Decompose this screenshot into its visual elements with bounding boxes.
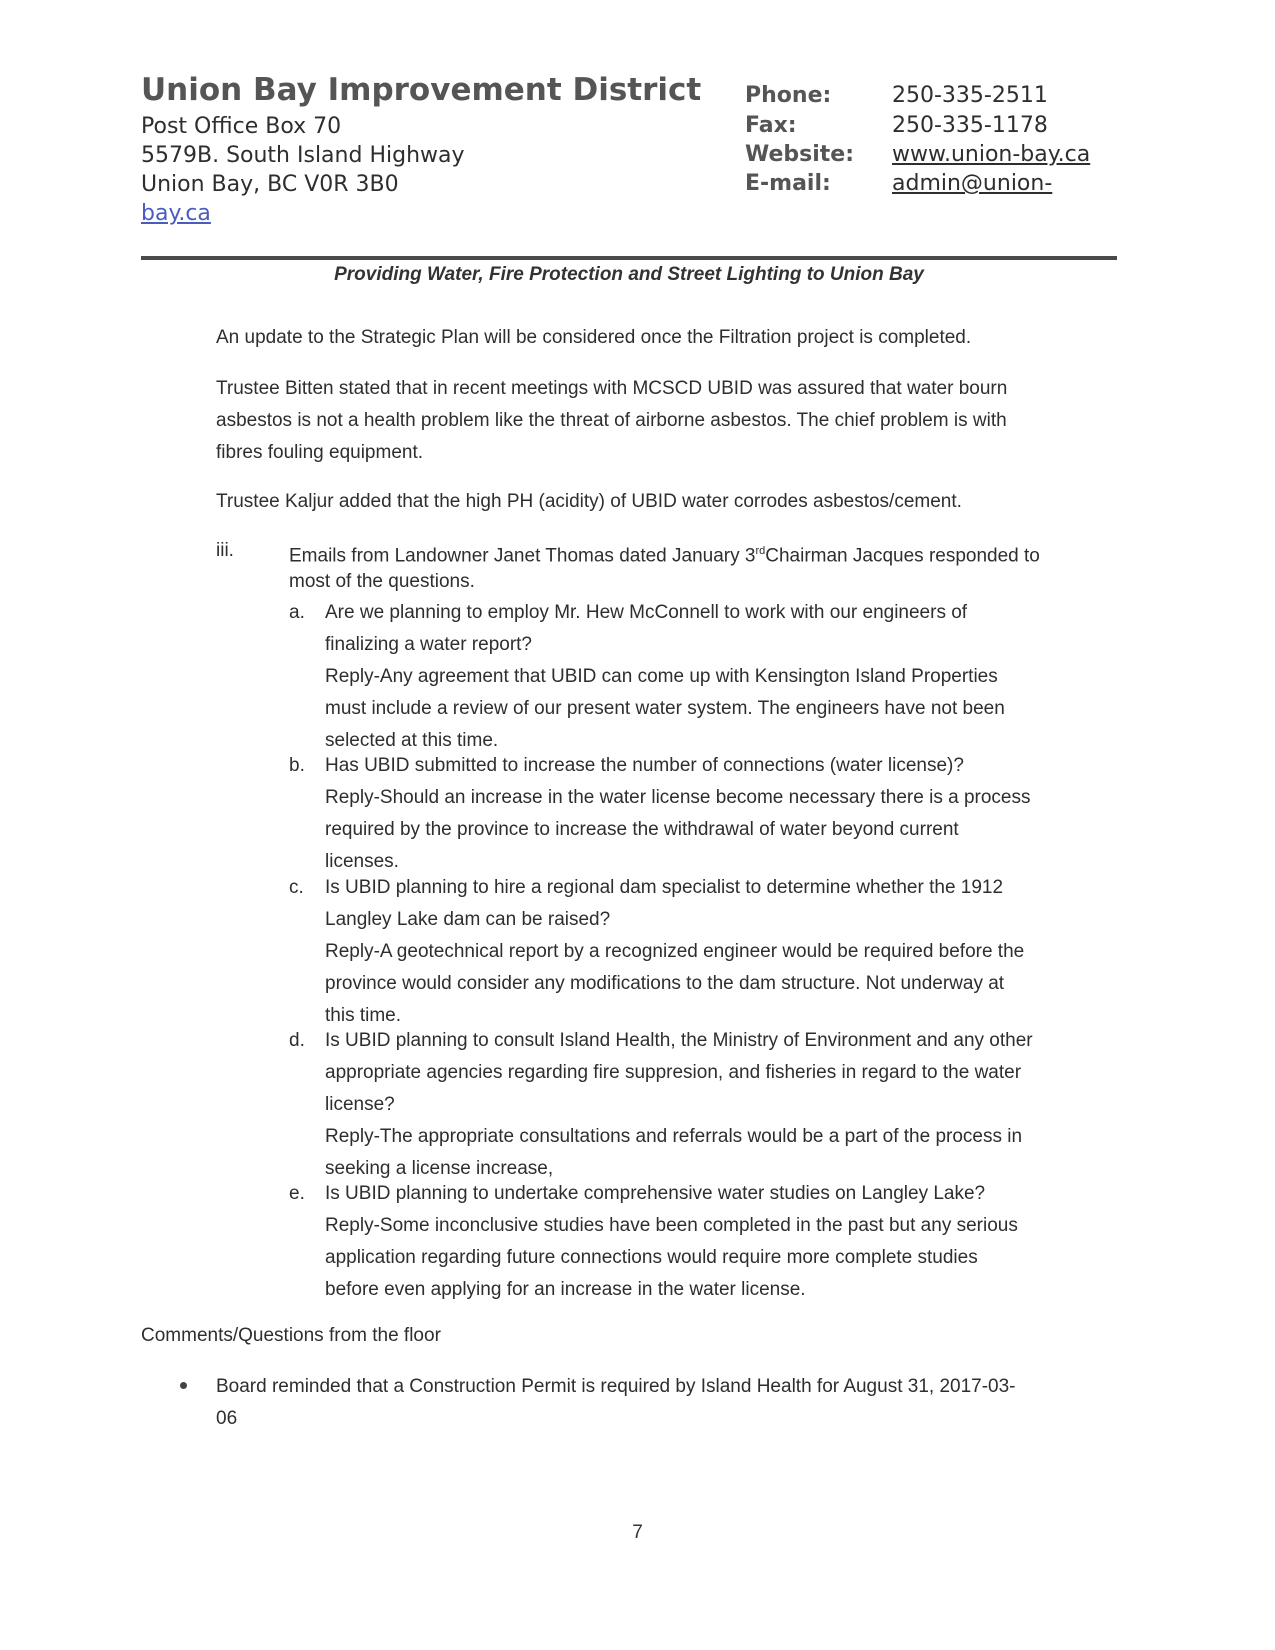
fax-label: Fax: (745, 113, 797, 138)
address-line: 5579B. South Island Highway (141, 143, 465, 168)
email-label: E-mail: (745, 171, 831, 196)
list-item-c: Is UBID planning to hire a regional dam specialist to determine whether the 1912 Langley Lake dam can be raised? Reply-A geotechnical report by a recognized engineer would be required before the province would consider any modifications to the dam structure. Not underway at this time. (325, 877, 1025, 1026)
list-marker-iii: iii. (216, 540, 234, 561)
fax-value: 250-335-1178 (892, 113, 1048, 138)
paragraph-strategic-plan: An update to the Strategic Plan will be considered once the Filtration project is completed. (216, 327, 972, 348)
email-link[interactable]: admin@union- (892, 171, 1053, 196)
list-marker-c: c. (289, 877, 304, 898)
header-divider (141, 256, 1117, 260)
phone-value: 250-335-2511 (892, 83, 1048, 108)
item-iii-line1: Emails from Landowner Janet Thomas dated January 3rdChairman Jacques responded to (289, 545, 1040, 567)
address-line: Post Office Box 70 (141, 114, 342, 139)
tagline: Providing Water, Fire Protection and Street Lighting to Union Bay (334, 264, 924, 285)
list-item-d: Is UBID planning to consult Island Health, the Ministry of Environment and any other appropriate agencies regarding fire suppresion, and fisheries in regard to the water license? Reply-The appropriate consultations and referrals would be a part of the process in seeking a license increase, (325, 1030, 1033, 1179)
item-iii-line2: most of the questions. (289, 571, 475, 592)
list-marker-d: d. (289, 1030, 305, 1051)
list-item-b: Has UBID submitted to increase the number of connections (water license)? Reply-Should an increase in the water license become necessary there is a process required by the province to increase the withdrawal of water beyond current licenses. (325, 755, 1031, 872)
page-number: 7 (632, 1522, 643, 1543)
bullet-icon (180, 1382, 187, 1389)
paragraph-trustee-bitten: Trustee Bitten stated that in recent meetings with MCSCD UBID was assured that water bourn asbestos is not a health problem like the threat of airborne asbestos. The chief problem is with fibres fouling equipment. (216, 378, 1008, 463)
paragraph-trustee-kaljur: Trustee Kaljur added that the high PH (acidity) of UBID water corrodes asbestos/cement. (216, 491, 962, 512)
list-marker-b: b. (289, 755, 305, 776)
phone-label: Phone: (745, 83, 832, 108)
organization-name: Union Bay Improvement District (141, 72, 702, 108)
email-link-continuation[interactable]: bay.ca (141, 201, 211, 226)
list-item-e: Is UBID planning to undertake comprehensive water studies on Langley Lake? Reply-Some inconclusive studies have been completed in the past but any serious application regarding future connections would require more complete studies before even applying for an increase in the water license. (325, 1183, 1018, 1300)
list-item-a: Are we planning to employ Mr. Hew McConnell to work with our engineers of finalizing a water report? Reply-Any agreement that UBID can come up with Kensington Island Properties must include a review of our present water system. The engineers have not been selected at this time. (325, 602, 1005, 751)
website-link[interactable]: www.union-bay.ca (892, 142, 1091, 167)
address-line: Union Bay, BC V0R 3B0 (141, 172, 399, 197)
website-label: Website: (745, 142, 855, 167)
list-marker-a: a. (289, 602, 305, 623)
comments-heading: Comments/Questions from the floor (141, 1325, 441, 1346)
bullet-item-construction-permit: Board reminded that a Construction Permit is required by Island Health for August 31, 2017-03- 06 (216, 1376, 1016, 1429)
list-marker-e: e. (289, 1183, 305, 1204)
